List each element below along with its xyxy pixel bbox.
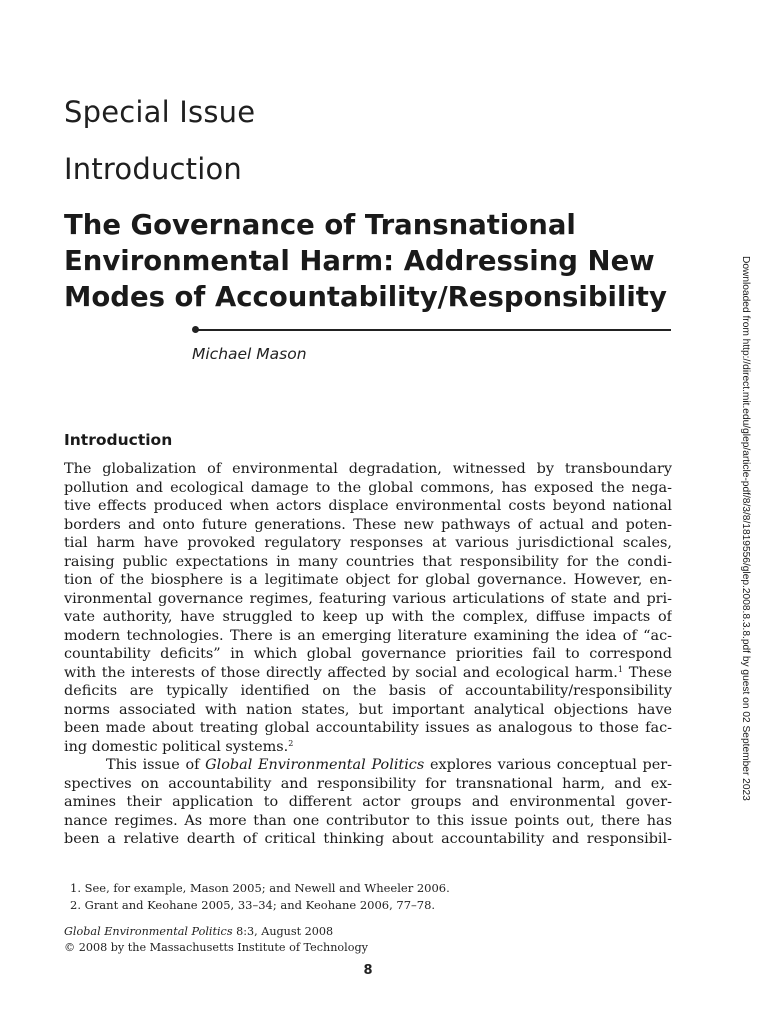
article-title [64, 207, 684, 315]
body-text: with the interests of those directly affected by social and ecological harm. [64, 664, 618, 681]
title-line: Modes of Accountability/Responsibility [64, 281, 667, 313]
title-rule [195, 329, 671, 331]
body-line [64, 664, 672, 683]
article-body [64, 460, 672, 849]
body-line: tive effects produced when actors displace environmental costs beyond national [64, 498, 672, 514]
body-line: deficits are typically identified on the basis of accountability/responsibility [64, 683, 672, 699]
body-line: vironmental governance regimes, featuring various articulations of state and pri- [64, 590, 672, 607]
body-line: nance regimes. As more than one contributor to this issue points out, there has [64, 812, 672, 829]
page-number: 8 [363, 963, 373, 978]
body-line: tial harm have provoked regulatory responses at various jurisdictional scales, [64, 535, 672, 551]
copyright-line: © 2008 by the Massachusetts Institute of Technology [64, 941, 368, 954]
body-text: These [622, 664, 672, 681]
body-line: norms associated with nation states, but important analytical objections have [64, 701, 672, 718]
body-line: tion of the biosphere is a legitimate object for global governance. However, en- [64, 572, 672, 588]
body-line: pollution and ecological damage to the global commons, has exposed the nega- [64, 479, 672, 496]
body-line: borders and onto future generations. These new pathways of actual and poten- [64, 516, 672, 533]
body-line: raising public expectations in many countries that responsibility for the condi- [64, 553, 672, 570]
citation-issue: 8:3, August 2008 [232, 925, 334, 938]
journal-name: Global Environmental Politics [205, 757, 425, 773]
journal-citation [64, 924, 368, 956]
body-line: The globalization of environmental degradation, witnessed by transboundary [64, 461, 672, 477]
body-line: modern technologies. There is an emerging literature examining the idea of “ac- [64, 627, 672, 644]
introduction-label: Introduction [64, 152, 243, 186]
paragraph-1 [64, 460, 672, 756]
paragraph-2 [64, 756, 672, 849]
title-line: Environmental Harm: Addressing New [64, 245, 655, 277]
special-issue-label: Special Issue [64, 95, 256, 129]
body-line [64, 756, 672, 775]
body-line: been a relative dearth of critical thinking about accountability and responsibil- [64, 831, 672, 847]
footnote-ref-1[interactable]: 1 [617, 664, 623, 674]
body-line: countability deficits” in which global governance priorities fail to correspond [64, 646, 672, 662]
citation-journal: Global Environmental Politics [64, 925, 233, 938]
footnote-1: 1. See, for example, Mason 2005; and Newell and Wheeler 2006. [70, 881, 450, 895]
body-text: This issue of [106, 757, 206, 773]
section-heading: Introduction [64, 431, 173, 449]
download-watermark [737, 256, 751, 801]
body-line: vate authority, have struggled to keep up with the complex, diffuse impacts of [64, 609, 672, 625]
footnote-2: 2. Grant and Keohane 2005, 33–34; and Keohane 2006, 77–78. [70, 898, 436, 912]
body-line: amines their application to different actor groups and environmental gover- [64, 794, 672, 810]
body-line: spectives on accountability and responsibility for transnational harm, and ex- [64, 775, 672, 792]
body-text: explores various conceptual per- [424, 757, 672, 773]
title-line: The Governance of Transnational [64, 209, 576, 241]
download-watermark-text: Downloaded from http://direct.mit.edu/glep/article-pdf/8/3/8/1819556/glep.2008.8.3.8.pdf by guest on 02 September 2023 [740, 256, 751, 801]
body-text: ing domestic political systems. [64, 738, 289, 755]
body-line: been made about treating global accountability issues as analogous to those fac- [64, 720, 672, 736]
body-line [64, 738, 672, 757]
citation-line [64, 924, 368, 940]
footnotes [70, 880, 450, 914]
author-name: Michael Mason [192, 345, 307, 363]
footnote-ref-2[interactable]: 2 [288, 738, 294, 748]
